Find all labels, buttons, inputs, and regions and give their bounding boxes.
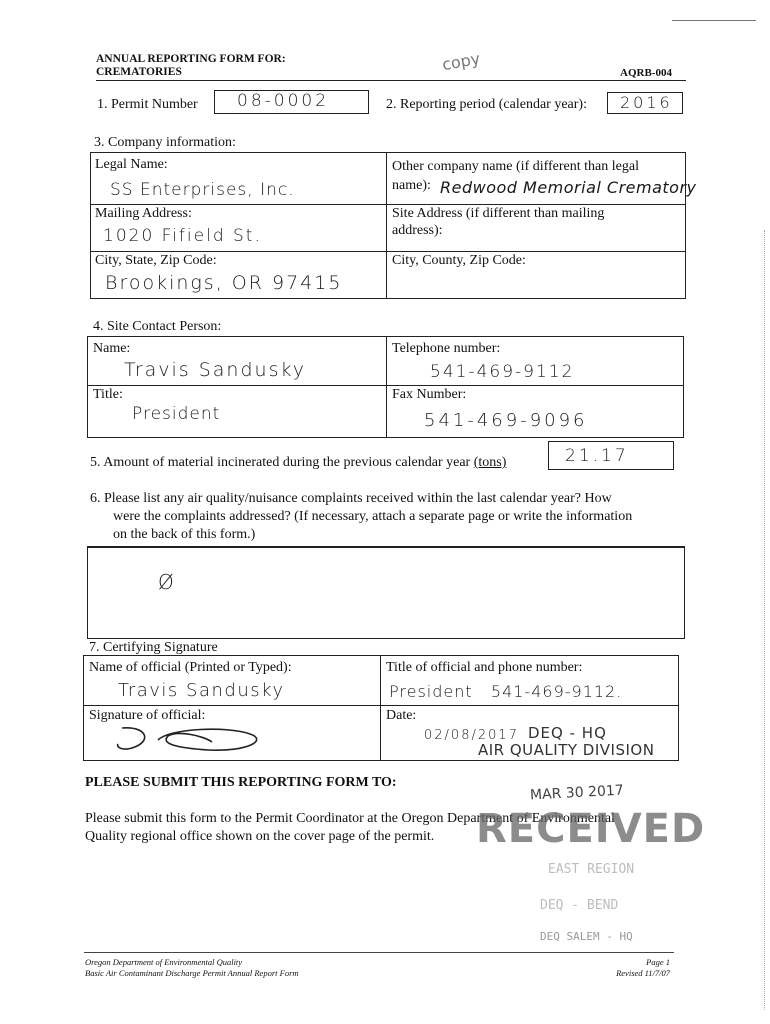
- date-label: Date:: [386, 708, 417, 723]
- signature-label: Signature of official:: [89, 708, 206, 723]
- signature-divider: [380, 655, 381, 761]
- company-row2-rule: [90, 251, 686, 252]
- copy-annotation: copy: [440, 48, 482, 75]
- complaints-line3: on the back of this form.): [113, 527, 256, 542]
- contact-row-rule: [87, 385, 684, 386]
- official-name-label: Name of official (Printed or Typed):: [89, 660, 292, 675]
- contact-heading: 4. Site Contact Person:: [93, 319, 222, 334]
- material-label-text: 5. Amount of material incinerated during the previous calendar year: [90, 455, 474, 470]
- signature-row-rule: [83, 705, 679, 706]
- material-unit: (tons): [473, 455, 507, 470]
- complaints-question: [90, 490, 690, 544]
- footer-left-line1: Oregon Department of Environmental Quality: [85, 957, 243, 967]
- contact-divider: [386, 336, 387, 438]
- signature-drawing[interactable]: [108, 720, 288, 760]
- submit-line1: Please submit this form to the Permit Coordinator at the Oregon Department of Environmental: [85, 811, 615, 826]
- city-county-zip-label: City, County, Zip Code:: [392, 253, 526, 268]
- reporting-period-box[interactable]: [607, 92, 683, 114]
- permit-number-label: 1. Permit Number: [97, 97, 198, 112]
- site-address-label: Site Address (if different than mailing address):: [392, 206, 605, 238]
- telephone-value[interactable]: 541-469-9112: [430, 362, 575, 382]
- stamp-faint-3: DEQ SALEM - HQ: [540, 930, 633, 943]
- complaints-answer-box[interactable]: [87, 546, 685, 639]
- material-box[interactable]: [548, 441, 674, 470]
- form-code: AQRB-004: [620, 67, 672, 79]
- footer-left-line2: Basic Air Contaminant Discharge Permit Annual Report Form: [85, 968, 299, 978]
- complaints-line1: 6. Please list any air quality/nuisance complaints received within the last calendar year? How: [90, 491, 612, 506]
- form-title-line1: ANNUAL REPORTING FORM FOR:: [96, 53, 286, 65]
- stamp-dept: DEQ - HQ: [528, 724, 607, 742]
- stamp-division: AIR QUALITY DIVISION: [478, 741, 655, 759]
- submit-heading: PLEASE SUBMIT THIS REPORTING FORM TO:: [85, 775, 397, 790]
- company-heading: 3. Company information:: [94, 135, 236, 150]
- telephone-label: Telephone number:: [392, 341, 501, 356]
- company-divider: [386, 152, 387, 299]
- contact-title-value[interactable]: President: [132, 404, 221, 424]
- other-name-label: Other company name (if different than legal name):: [392, 159, 639, 193]
- fax-label: Fax Number:: [392, 387, 467, 402]
- mailing-address-value[interactable]: 1020 Fifield St.: [103, 226, 262, 246]
- permit-number-value: 08-0002: [237, 91, 330, 111]
- reporting-period-value: 2016: [620, 93, 673, 112]
- scan-edge: [764, 230, 765, 1010]
- stamp-faint-2: DEQ - BEND: [540, 898, 619, 913]
- material-label: [90, 455, 506, 471]
- form-title-line2: CREMATORIES: [96, 66, 182, 78]
- official-title-value[interactable]: President 541-469-9112.: [389, 682, 623, 701]
- footer-left: [85, 957, 299, 979]
- mailing-address-label: Mailing Address:: [95, 206, 192, 221]
- footer-page: Page 1: [646, 957, 670, 967]
- contact-name-label: Name:: [93, 341, 131, 356]
- stamp-faint-1: EAST REGION: [548, 862, 635, 877]
- material-value: 21.17: [565, 446, 629, 466]
- footer-revised: Revised 11/7/07: [616, 968, 670, 978]
- footer-right: [600, 957, 670, 979]
- date-value[interactable]: 02/08/2017: [424, 728, 519, 743]
- complaints-answer-value: Ø: [158, 570, 175, 594]
- top-rule: [672, 20, 756, 21]
- contact-name-value[interactable]: Travis Sandusky: [124, 359, 307, 381]
- official-title-label: Title of official and phone number:: [386, 660, 583, 675]
- stamp-received: RECEIVED: [476, 806, 706, 852]
- other-name-value[interactable]: Redwood Memorial Crematory: [440, 178, 697, 197]
- footer-rule: [84, 952, 674, 953]
- stamp-date: MAR 30 2017: [529, 782, 625, 804]
- header-rule: [96, 80, 686, 81]
- form-title: [96, 53, 286, 79]
- signature-heading: 7. Certifying Signature: [89, 640, 218, 655]
- city-state-zip-value[interactable]: Brookings, OR 97415: [105, 272, 343, 294]
- contact-title-label: Title:: [93, 387, 123, 402]
- reporting-period-label: 2. Reporting period (calendar year):: [386, 97, 587, 112]
- permit-number-box[interactable]: [214, 90, 369, 114]
- legal-name-value[interactable]: SS Enterprises, Inc.: [110, 180, 295, 200]
- fax-value[interactable]: 541-469-9096: [424, 410, 588, 431]
- submit-line2: Quality regional office shown on the cover page of the permit.: [85, 829, 435, 844]
- city-state-zip-label: City, State, Zip Code:: [95, 253, 217, 268]
- complaints-line2: were the complaints addressed? (If necessary, attach a separate page or write the information: [113, 509, 633, 524]
- legal-name-label: Legal Name:: [95, 157, 168, 172]
- official-name-value[interactable]: Travis Sandusky: [118, 680, 285, 701]
